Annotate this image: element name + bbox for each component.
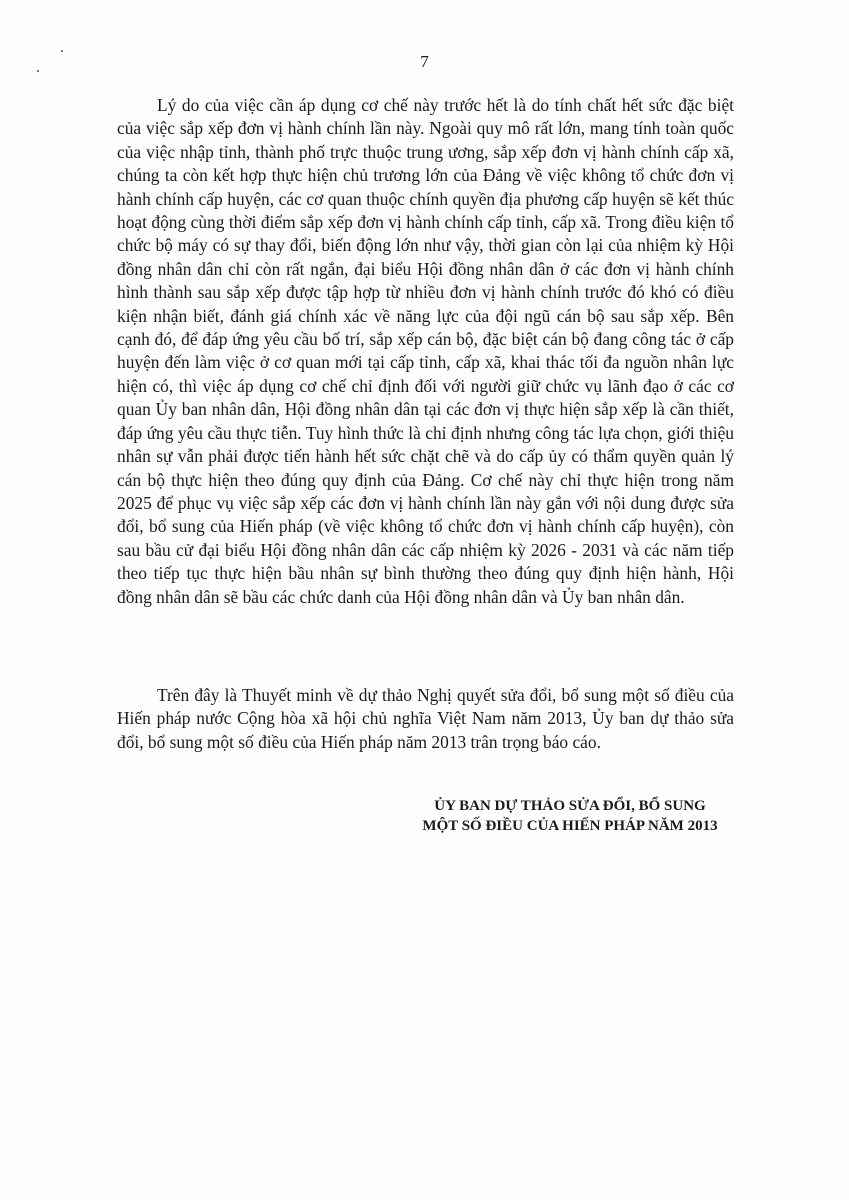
signature-line-2: MỘT SỐ ĐIỀU CỦA HIẾN PHÁP NĂM 2013	[422, 818, 718, 834]
signature-line-1: ỦY BAN DỰ THẢO SỬA ĐỔI, BỔ SUNG	[434, 798, 706, 814]
closing-paragraph: Trên đây là Thuyết minh về dự thảo Nghị quyết sửa đổi, bổ sung một số điều của Hiến pháp nước Cộng hòa xã hội chủ nghĩa Việt Nam năm 2013, Ủy ban dự thảo sửa đổi, bổ sung một số điều của Hiến pháp năm 2013 trân trọng báo cáo.	[117, 685, 734, 752]
main-paragraph: Lý do của việc cần áp dụng cơ chế này trước hết là do tính chất hết sức đặc biệt của việc sắp xếp đơn vị hành chính lần này. Ngoài quy mô rất lớn, mang tính toàn quốc của việc nhập tỉnh, thành phố trực thuộc trung ương, sắp xếp đơn vị hành chính cấp xã, chúng ta còn kết hợp thực hiện chủ trương lớn của Đảng về việc không tổ chức đơn vị hành chính cấp huyện, các cơ quan thuộc chính quyền địa phương cấp huyện sẽ kết thúc hoạt động cùng thời điểm sắp xếp đơn vị hành chính cấp tỉnh, cấp xã. Trong điều kiện tổ chức bộ máy có sự thay đổi, biến động lớn như vậy, thời gian còn lại của nhiệm kỳ Hội đồng nhân dân chỉ còn rất ngắn, đại biểu Hội đồng nhân dân ở các đơn vị hành chính hình thành sau sắp xếp được tập hợp từ nhiều đơn vị hành chính trước đó khó có điều kiện nhận biết, đánh giá chính xác về năng lực của đội ngũ cán bộ sau sắp xếp. Bên cạnh đó, để đáp ứng yêu cầu bố trí, sắp xếp cán bộ, đặc biệt cán bộ đang công tác ở cấp huyện đến làm việc ở cơ quan mới tại cấp tỉnh, cấp xã, khai thác tối đa nguồn nhân lực hiện có, thì việc áp dụng cơ chế chỉ định đối với người giữ chức vụ lãnh đạo ở các cơ quan Ủy ban nhân dân, Hội đồng nhân dân tại các đơn vị thực hiện sắp xếp là cần thiết, đáp ứng yêu cầu thực tiễn. Tuy hình thức là chỉ định nhưng công tác lựa chọn, giới thiệu nhân sự vẫn phải được tiến hành hết sức chặt chẽ và do cấp ủy có thẩm quyền quản lý cán bộ thực hiện theo đúng quy định của Đảng. Cơ chế này chỉ thực hiện trong năm 2025 để phục vụ việc sắp xếp các đơn vị hành chính lần này gắn với nội dung được sửa đổi, bổ sung của Hiến pháp (về việc không tổ chức đơn vị hành chính cấp huyện), còn sau bầu cử đại biểu Hội đồng nhân dân các cấp nhiệm kỳ 2026 - 2031 và các năm tiếp theo tiếp tục thực hiện bầu nhân sự bình thường theo đúng quy định hiện hành, Hội đồng nhân dân sẽ bầu các chức danh của Hội đồng nhân dân và Ủy ban nhân dân.	[117, 95, 734, 607]
signature-block	[390, 796, 750, 836]
page-number: 7	[420, 52, 429, 71]
